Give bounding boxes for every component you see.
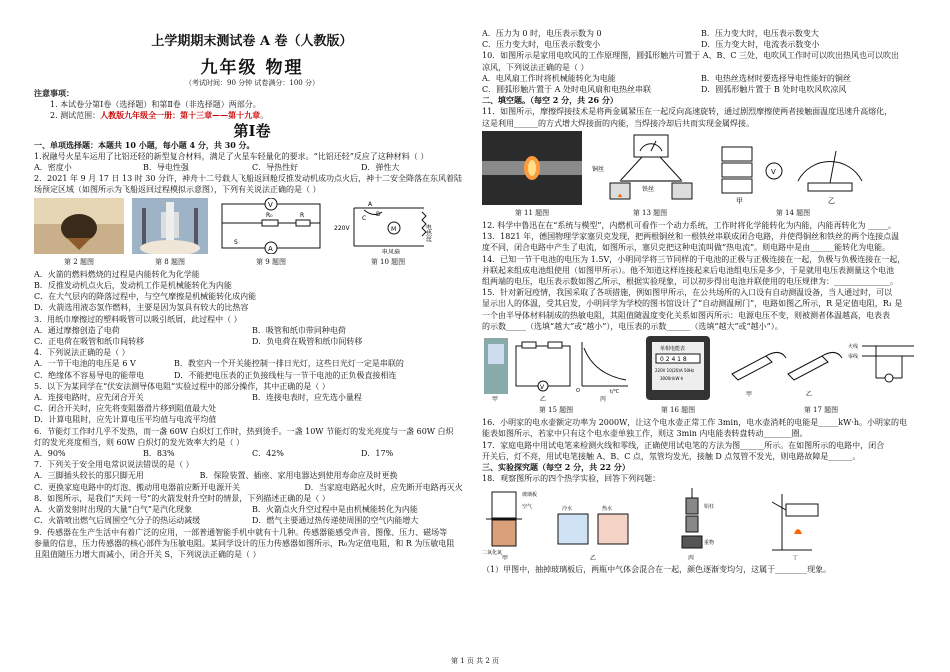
q18-part-1: （1）甲图中，抽掉玻璃板后，两瓶中气体会混合在一起，颜色逐渐变均匀，这属于________现象。 bbox=[482, 564, 832, 574]
fig17-label-yi: 乙 bbox=[806, 391, 813, 399]
q3-stem: 3．用纸巾摩擦过的塑料吸管可以吸引纸屑，此过程中（ ） bbox=[34, 314, 242, 324]
q4-option-a: A．一节干电池的电压是 6 V bbox=[34, 359, 136, 369]
q9-option-a: A．压力为 0 时，电压表示数为 0 bbox=[482, 29, 602, 38]
fig15-label-bing: 丙 bbox=[600, 396, 607, 403]
fig15-label-t: t/℃ bbox=[610, 389, 620, 396]
figure-13 bbox=[590, 131, 710, 218]
figure-18 bbox=[482, 484, 920, 563]
q2-stem-1: 2．2021 年 9 月 17 日 13 时 30 分许，神舟十二号载人飞船返回舱反推发动机成功点火后，神十二安全降落在东风着陆 bbox=[34, 174, 462, 184]
fig10-label-wire: 电热丝 bbox=[424, 223, 432, 242]
q9-option-b: B．压力变大时，电压表示数变大 bbox=[701, 29, 819, 38]
q5-option-a: A．连接电路时，应先闭合开关 bbox=[34, 393, 144, 403]
figure-10 bbox=[334, 198, 442, 267]
figure-17-caption: 第 17 题图 bbox=[803, 406, 839, 415]
friction-welding-photo bbox=[482, 131, 582, 205]
q12: 12. 科学中鲁迅在在“系统与模型”，内燃机可看作一个动力系统，工作时将化学能转化为内能，内能再转化为 _____。 bbox=[482, 221, 896, 231]
q14-line-2: 并联起来组成电池组使用（如图甲所示）。他不知道这样连接起来后电池组电压是多少，于是就用电压表测量这个电池 bbox=[482, 265, 894, 275]
fig14-label-yi: 乙 bbox=[828, 196, 835, 205]
fig9-label-r0: R₀ bbox=[266, 211, 273, 219]
q9-stem-3: 且阻值随压力增大而减小，闭合开关 S，下列说法正确的是（ ） bbox=[34, 549, 261, 559]
q8-row-2 bbox=[34, 515, 470, 526]
q17-line-2: 开关后，灯不亮，用试电笔接触 A、B、C 点，氖管均发光，接触 D 点氖管不发光，则电路故障是______。 bbox=[482, 451, 861, 461]
page-footer: 第 1 页 共 2 页 bbox=[450, 657, 500, 665]
q3-option-b: B．吸管和纸巾带同种电荷 bbox=[252, 325, 346, 335]
fig14-label-jia: 甲 bbox=[736, 196, 743, 205]
notice-label: 注意事项： bbox=[34, 88, 74, 98]
q8-option-b: B．火箭点火升空过程中是由机械能转化为内能 bbox=[252, 505, 418, 515]
figure-10-caption: 第 10 题图 bbox=[370, 257, 406, 266]
q6-option-c: C．42% bbox=[252, 449, 284, 459]
meter-digits: 0 2 4 1 8 bbox=[660, 356, 687, 364]
q10-row-2 bbox=[482, 84, 920, 95]
fig10-label-fan: 电风扇 bbox=[382, 248, 401, 254]
q16-line-1: 16．小明家的电水壶额定功率为 2000W，让这个电水壶正常工作 3min，电水壶消耗的电能是_____kW·h。小明家的电 bbox=[482, 418, 907, 428]
fig15-label-yi: 乙 bbox=[540, 396, 547, 403]
q7-option-b: B．保险装置、插座、家用电器达到使用寿命应及时更换 bbox=[199, 471, 398, 481]
fig10-label-220v: 220V bbox=[334, 224, 350, 232]
temperature-gate-diagram bbox=[482, 334, 630, 402]
q8-option-c: C．火箭喷出燃气后周围空气分子的热运动减缓 bbox=[34, 516, 201, 526]
figure-9 bbox=[216, 198, 326, 267]
q17-line-1: 17．家庭电路中用试电笔来检测火线和零线，正确使用试电笔的方法为图______所示。在如图所示的电路中，闭合 bbox=[482, 440, 885, 450]
q1-option-c: C．导热性好 bbox=[252, 163, 299, 173]
figure-13-caption: 第 13 题图 bbox=[632, 209, 668, 218]
q5-row-1 bbox=[34, 392, 470, 403]
q3-row-2 bbox=[34, 336, 470, 347]
figure-8 bbox=[132, 198, 208, 267]
figure-14-caption: 第 14 题图 bbox=[775, 209, 811, 218]
fig18-label-hot: 热水 bbox=[602, 506, 613, 513]
q5-stem: 5．以下为某同学在“伏安法测导体电阻”实验过程中的部分操作，其中正确的是（ ） bbox=[34, 381, 330, 391]
fig10-label-b: B bbox=[376, 210, 381, 218]
q2-stem-2: 场预定区域（如图所示为飞船返回过程模拟示意图），下列有关说法正确的是（ ） bbox=[34, 185, 321, 195]
q2-option-a: A．火箭的燃料燃烧的过程是内能转化为化学能 bbox=[34, 269, 200, 279]
q4-option-b: B．教室内一个开关能控制一排日光灯，这些日光灯一定是串联的 bbox=[174, 359, 404, 369]
fig18-label-air: 空气 bbox=[522, 504, 533, 511]
pressure-sensor-circuit bbox=[216, 198, 326, 254]
thermal-experiments-diagram bbox=[482, 484, 862, 560]
q1-stem: 1.祝融号火星车运用了比铝还轻的新型复合材料，满足了火星车轻量化的要求。“比铝还轻”反应了这种材料（ ） bbox=[34, 151, 429, 161]
q9-stem-1: 9．传感器在生产生活中有着广泛的应用，一部普通智能手机中就有十几种。传感器能感受声音、图像、压力、磁场等 bbox=[34, 527, 448, 537]
q8-option-d: D．燃气主要通过热传递使周围的空气内能增大 bbox=[252, 516, 419, 526]
q15-line-4: 的示数_____（选填“越大”或“越小”），电压表的示数______（选填“越大”或“越小”）。 bbox=[482, 321, 783, 331]
fig13-label-iron: 铁丝 bbox=[642, 185, 655, 193]
fig17-label-jia: 甲 bbox=[746, 391, 753, 399]
q10-option-b: B．电热丝选材时要选择导电性能好的铜丝 bbox=[701, 73, 851, 83]
left-figure-row bbox=[34, 198, 470, 267]
section-2-title: 二、填空题。（每空 2 分，共 26 分） bbox=[482, 95, 618, 106]
q7-row-1 bbox=[34, 470, 470, 481]
q4-row-2 bbox=[34, 370, 470, 381]
q11-line-2: 这是利用______的方式增大焊接面的内能，当焊接冷却后共而实现金属焊接。 bbox=[482, 118, 754, 128]
q6-stem-2: 灯的发光亮度相当，则 60W 白炽灯的发光效率大约是（ ） bbox=[34, 437, 245, 447]
figure-15-caption: 第 15 题图 bbox=[538, 406, 574, 415]
fig18-label-bing: 丙 bbox=[688, 555, 695, 561]
fig17-label-neutral: 零线 bbox=[848, 354, 859, 361]
q5-option-d: D．计算电阻时，应先计算电压平均值与电流平均值 bbox=[34, 415, 217, 425]
q6-option-a: A．90% bbox=[34, 449, 66, 459]
left-column bbox=[34, 0, 470, 560]
fig17-label-live: 火线 bbox=[848, 344, 859, 351]
fig18-label-yi: 乙 bbox=[590, 555, 597, 561]
q9-option-c: C．压力变大时，电压表示数变小 bbox=[482, 40, 601, 50]
q9-stem-2: 参量的信息，压力传感器的核心部件为压敏电阻。某同学设计的压力传感器如图所示，R₀为定值电阻，和 R 为压敏电阻 bbox=[34, 538, 455, 548]
q15-line-2: 显示出人的体温，受其启发，小明同学为学校的图书馆设计了“自动测温闸门”，电路如图乙所示，R 是定值电阻，R₁ 是 bbox=[482, 299, 903, 309]
q16-line-2: 能表如图所示，若家中只有这个电水壶单独工作，则这 3min 内电能表转盘转动_______圈。 bbox=[482, 429, 808, 439]
fig18-label-cold: 冷水 bbox=[562, 506, 573, 513]
fig18-label-weight: 重物 bbox=[704, 540, 715, 547]
q8-row-1 bbox=[34, 504, 470, 515]
svg-text:M: M bbox=[391, 225, 397, 233]
battery-voltmeter-diagram bbox=[718, 131, 868, 205]
notice-2: 2. 测试范围：人教版九年级全一册：第十三章——第十九章。 bbox=[50, 110, 269, 121]
fig9-label-v: V bbox=[268, 200, 273, 209]
q15-line-1: 15．针对新冠疫情，我国采取了各项措施，例如图甲所示，在公共场所的入口设有自动测温设备，当人通过时，可以 bbox=[482, 288, 893, 298]
figure-2 bbox=[34, 198, 124, 267]
q2-option-b: B．反推发动机点火后，发动机工作是机械能转化为内能 bbox=[34, 281, 232, 291]
q6-stem-1: 6．节能灯工作时几乎不发热，而一盏 60W 白炽灯工作时，热到烫手。一盏 10W 节能灯的发光亮度与一盏 60W 白炽 bbox=[34, 426, 454, 436]
figure-17 bbox=[726, 334, 916, 415]
q8-stem: 8．如图所示，是我们“天问一号”的火箭发射升空时的情景，下列描述正确的是（ ） bbox=[34, 493, 330, 503]
figure-11-caption: 第 11 题图 bbox=[514, 209, 550, 218]
q2-option-d: D．火箭选用液态氢作燃料，主要是因为氢具有较大的比热容 bbox=[34, 303, 249, 313]
right-column bbox=[482, 28, 920, 575]
q14-line-1: 14．已知一节干电池的电压为 1.5V，小明同学将三节同样的干电池的正极与正极连接在一起，负极与负极连接在一起， bbox=[482, 254, 906, 264]
hairdryer-circuit bbox=[334, 198, 442, 254]
q10-stem-2: 凉风，下列说法正确的是（ ） bbox=[482, 62, 589, 72]
q4-option-d: D．不能把电压表的正负接线柱与一节干电池的正负极直接相连 bbox=[174, 370, 397, 380]
figure-9-caption: 第 9 题图 bbox=[256, 257, 286, 266]
exam-meta: （考试时间：90 分钟 试卷满分：100 分） bbox=[185, 79, 319, 87]
test-pen-diagram bbox=[726, 334, 916, 402]
fig9-label-r: R bbox=[300, 211, 305, 219]
figure-8-caption: 第 8 题图 bbox=[155, 257, 185, 266]
fig9-label-s: S bbox=[234, 238, 238, 246]
rocket-photo bbox=[132, 198, 208, 254]
q10-row-1 bbox=[482, 73, 920, 84]
q7-row-2 bbox=[34, 482, 470, 493]
q10-option-c: C．圆弧形触片置于 A 处时电风扇和电热丝串联 bbox=[482, 85, 651, 95]
q5-option-c: C．闭合开关时，应先将变阻器滑片移到阻值最大处 bbox=[34, 404, 217, 414]
q2-option-c: C．在大气层内的降落过程中，与空气摩擦是机械能转化成内能 bbox=[34, 292, 257, 302]
q11-line-1: 11．如图所示，摩擦焊接技术是将两金属紧压在一起反向高速旋转，通过剧烈摩擦使两者接触面温度迅速升高熔化， bbox=[482, 107, 893, 117]
fig15-label-o: O bbox=[576, 388, 580, 395]
q7-option-c: C．更换家庭电路中的灯泡、搬动用电器前应断开电源开关 bbox=[34, 482, 241, 492]
q13-line-1: 13．1821 年，德国物理学家塞贝克发现，把两根铜丝和一根铁丝串联成闭合电路，并使得铜丝和铁丝的两个连接点温 bbox=[482, 232, 900, 242]
right-figure-row-2 bbox=[482, 334, 920, 415]
svg-text:V: V bbox=[540, 384, 545, 392]
q3-option-d: D．负电荷在吸管和纸巾间转移 bbox=[252, 337, 363, 347]
q1-option-d: D．弹性大 bbox=[361, 163, 400, 173]
svg-text:V: V bbox=[771, 167, 776, 176]
electric-meter bbox=[638, 334, 718, 402]
q9-row-1 bbox=[482, 28, 920, 39]
figure-2-caption: 第 2 题图 bbox=[64, 257, 94, 266]
figure-15 bbox=[482, 334, 630, 415]
fig13-label-copper: 铜丝 bbox=[592, 165, 605, 173]
figure-14 bbox=[718, 131, 868, 218]
q18-stem: 18．观察图所示的四个热学实验，回答下列问题： bbox=[482, 474, 661, 484]
q8-option-a: A．火箭发射时出现的大量“白气”是汽化现象 bbox=[34, 505, 192, 515]
meter-spec: 220V 10(20)A 50Hz bbox=[655, 368, 695, 374]
q9-row-2 bbox=[482, 39, 920, 50]
paper-subtitle: 九年级 物理 bbox=[200, 58, 304, 78]
q5-option-b: B．连接电表时，应先选小量程 bbox=[252, 393, 362, 403]
fig18-label-no2: 二氧化氮 bbox=[482, 550, 503, 557]
fig18-label-jia: 甲 bbox=[502, 555, 509, 561]
figure-16-caption: 第 16 题图 bbox=[660, 406, 696, 415]
capsule-photo bbox=[34, 198, 124, 254]
q4-stem: 4．下列说法正确的是（ ） bbox=[34, 348, 130, 358]
q10-option-a: A．电风扇工作时将机械能转化为电能 bbox=[482, 73, 616, 83]
q6-option-d: D．17% bbox=[361, 449, 394, 459]
thermocouple-diagram bbox=[590, 131, 710, 205]
q6-option-b: B．83% bbox=[143, 449, 175, 459]
fig15-label-jia: 甲 bbox=[492, 396, 499, 403]
fig18-label-glass: 玻璃板 bbox=[522, 492, 538, 499]
q1-options bbox=[34, 162, 470, 173]
figure-16 bbox=[638, 334, 718, 415]
q13-line-2: 度不同，闭合电路中产生了电流，如图所示，塞贝克把这种电流叫做“热电流”。则电路中是由______能转化为电能。 bbox=[482, 243, 891, 253]
fig18-label-lead: 铅柱 bbox=[704, 504, 715, 511]
q6-options bbox=[34, 448, 470, 459]
q9-option-d: D．压力变大时，电流表示数变小 bbox=[701, 40, 820, 50]
q7-stem: 7．下列关于安全用电常识说法错误的是（ ） bbox=[34, 460, 194, 470]
part-1-heading: 第Ⅰ卷 bbox=[233, 121, 271, 140]
q1-option-b: B．导电性强 bbox=[143, 163, 189, 173]
q7-option-a: A．三脚插头较长的那只脚无用 bbox=[34, 471, 144, 481]
section-3-title: 三、实验探究题（每空 2 分，共 22 分） bbox=[482, 462, 630, 473]
section-1-title: 一、单项选择题：本题共 10 小题，每小题 4 分，共 30 分。 bbox=[34, 139, 255, 150]
q1-option-a: A．密度小 bbox=[34, 163, 72, 173]
meter-rate: 3000r/kW·h bbox=[660, 376, 684, 382]
q10-option-d: D．圆弧形触片置于 B 处时电吹风吹凉风 bbox=[701, 85, 847, 95]
q3-option-c: C．正电荷在吸管和纸巾间转移 bbox=[34, 337, 145, 347]
fig9-label-a: A bbox=[268, 244, 273, 253]
q14-line-3: 组两端的电压，电压表示数如图乙所示，根据实验现象，可以初步得出电池并联使用的电压规律为：______________。 bbox=[482, 277, 898, 287]
fig10-label-a: A bbox=[368, 200, 373, 208]
q4-option-c: C．绝缘体不容易导电的能带电 bbox=[34, 370, 145, 380]
fig18-label-ding: 丁 bbox=[792, 555, 799, 561]
q3-option-a: A．通过摩擦创造了电荷 bbox=[34, 325, 120, 335]
figure-11 bbox=[482, 131, 582, 218]
notice-1: 1. 本试卷分第Ⅰ卷（选择题）和第Ⅱ卷（非选择题）两部分。 bbox=[50, 100, 261, 110]
q3-row-1 bbox=[34, 325, 470, 336]
q7-option-d: D．当家庭电路起火时，应先断开电路再灭火 bbox=[304, 482, 463, 492]
q15-line-3: 一个由半导体材料制成的热敏电阻，其阻值随温度变化关系如图丙所示：电源电压不变，则被测者体温越高，电表表 bbox=[482, 310, 890, 320]
paper-title: 上学期期末测试卷 A 卷（人教版） bbox=[151, 34, 353, 49]
fig10-label-c: C bbox=[362, 214, 367, 222]
q4-row-1 bbox=[34, 358, 470, 369]
right-figure-row-1 bbox=[482, 131, 920, 218]
meter-brand: 单相电能表 bbox=[660, 346, 686, 353]
q10-stem-1: 10．如图所示是家用电吹风的工作原理图，圆弧形触片可置于 A、B、C 三处，电吹风工作时可以吹出热风也可以吹出 bbox=[482, 51, 900, 61]
